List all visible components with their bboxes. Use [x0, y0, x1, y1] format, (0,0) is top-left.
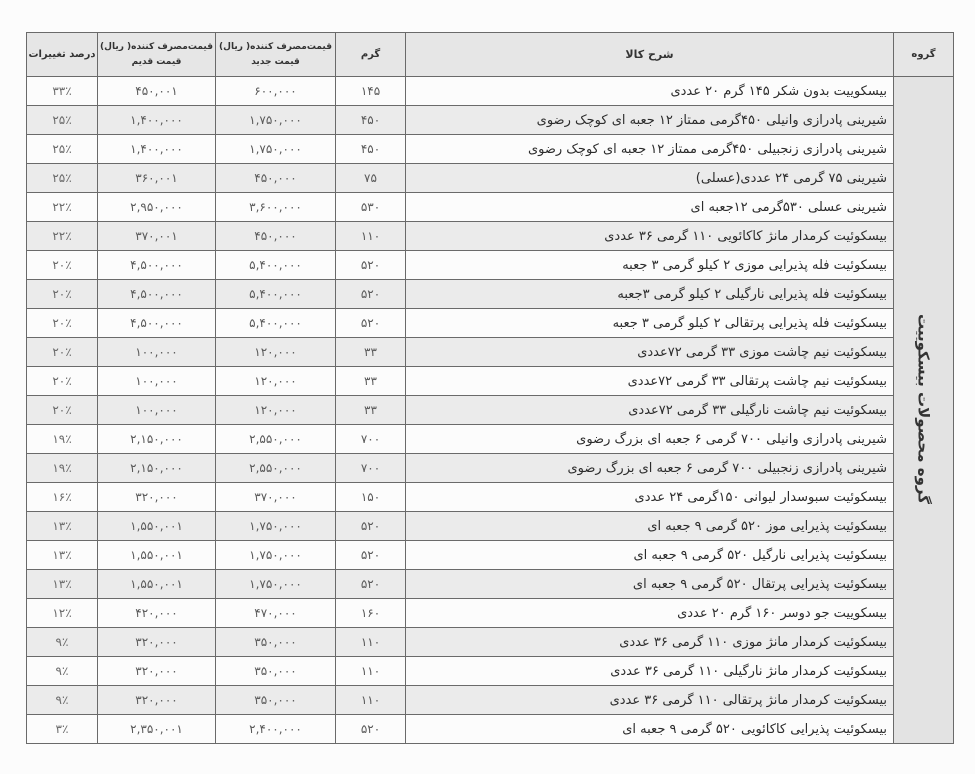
cell-old-price: ۳۲۰,۰۰۰: [98, 483, 216, 512]
header-new-price-line1: قیمت‌مصرف کننده( ریال): [219, 41, 332, 52]
cell-percent-change: ۱۲٪: [27, 599, 98, 628]
cell-percent-change: ۲۵٪: [27, 106, 98, 135]
cell-description: بیسکوئیت نیم چاشت پرتقالی ۳۳ گرمی ۷۲عددی: [406, 367, 894, 396]
cell-percent-change: ۱۹٪: [27, 425, 98, 454]
cell-gram: ۱۱۰: [336, 628, 406, 657]
table-row: [27, 541, 954, 570]
cell-percent-change: ۹٪: [27, 628, 98, 657]
cell-percent-change: ۲۰٪: [27, 251, 98, 280]
cell-new-price: ۶۰۰,۰۰۰: [216, 77, 336, 106]
cell-old-price: ۴,۵۰۰,۰۰۰: [98, 280, 216, 309]
cell-new-price: ۱۲۰,۰۰۰: [216, 367, 336, 396]
cell-new-price: ۳۵۰,۰۰۰: [216, 628, 336, 657]
header-old-price-line1: قیمت‌مصرف کننده( ریال): [100, 41, 213, 52]
cell-gram: ۳۳: [336, 338, 406, 367]
cell-gram: ۴۵۰: [336, 106, 406, 135]
cell-old-price: ۲,۱۵۰,۰۰۰: [98, 454, 216, 483]
cell-description: بیسکوئیت نیم چاشت موزی ۳۳ گرمی ۷۲عددی: [406, 338, 894, 367]
cell-new-price: ۳۵۰,۰۰۰: [216, 657, 336, 686]
cell-percent-change: ۲۲٪: [27, 193, 98, 222]
cell-description: بیسکوئیت نیم چاشت نارگیلی ۳۳ گرمی ۷۲عددی: [406, 396, 894, 425]
cell-new-price: ۱۲۰,۰۰۰: [216, 338, 336, 367]
cell-gram: ۵۲۰: [336, 570, 406, 599]
header-group: گروه: [894, 33, 954, 77]
cell-description: بیسکوئیت فله پذیرایی نارگیلی ۲ کیلو گرمی ۳جعبه: [406, 280, 894, 309]
cell-description: شیرینی پادرازی زنجبیلی ۷۰۰ گرمی ۶ جعبه ای بزرگ رضوی: [406, 454, 894, 483]
cell-percent-change: ۱۶٪: [27, 483, 98, 512]
cell-gram: ۳۳: [336, 367, 406, 396]
cell-gram: ۵۲۰: [336, 280, 406, 309]
cell-percent-change: ۲۰٪: [27, 280, 98, 309]
cell-gram: ۴۵۰: [336, 135, 406, 164]
table-row: [27, 599, 954, 628]
cell-gram: ۱۴۵: [336, 77, 406, 106]
table-row: [27, 686, 954, 715]
table-row: [27, 135, 954, 164]
cell-description: بیسکوئیت کرمدار مانژ پرتقالی ۱۱۰ گرمی ۳۶ عددی: [406, 686, 894, 715]
cell-old-price: ۴۵۰,۰۰۱: [98, 77, 216, 106]
cell-new-price: ۵,۴۰۰,۰۰۰: [216, 309, 336, 338]
cell-old-price: ۱,۴۰۰,۰۰۰: [98, 135, 216, 164]
cell-percent-change: ۲۰٪: [27, 338, 98, 367]
cell-old-price: ۱۰۰,۰۰۰: [98, 367, 216, 396]
cell-old-price: ۱,۵۵۰,۰۰۱: [98, 541, 216, 570]
cell-percent-change: ۲۵٪: [27, 164, 98, 193]
cell-description: شیرینی ۷۵ گرمی ۲۴ عددی(عسلی): [406, 164, 894, 193]
cell-new-price: ۱,۷۵۰,۰۰۰: [216, 541, 336, 570]
cell-description: بیسکوئیت پذیرایی موز ۵۲۰ گرمی ۹ جعبه ای: [406, 512, 894, 541]
header-old-price: [98, 33, 216, 77]
cell-description: شیرینی پادرازی وانیلی ۷۰۰ گرمی ۶ جعبه ای بزرگ رضوی: [406, 425, 894, 454]
cell-description: بیسکوئیت پذیرایی کاکائویی ۵۲۰ گرمی ۹ جعبه ای: [406, 715, 894, 744]
table-row: [27, 628, 954, 657]
cell-description: بیسکوئیت کرمدار مانژ نارگیلی ۱۱۰ گرمی ۳۶ عددی: [406, 657, 894, 686]
header-description: شرح کالا: [406, 33, 894, 77]
cell-old-price: ۲,۱۵۰,۰۰۰: [98, 425, 216, 454]
table-body: [27, 77, 954, 744]
cell-percent-change: ۱۳٪: [27, 541, 98, 570]
cell-percent-change: ۲۲٪: [27, 222, 98, 251]
header-gram: گرم: [336, 33, 406, 77]
cell-percent-change: ۲۰٪: [27, 367, 98, 396]
cell-old-price: ۱,۴۰۰,۰۰۰: [98, 106, 216, 135]
cell-gram: ۵۲۰: [336, 715, 406, 744]
cell-old-price: ۲,۹۵۰,۰۰۰: [98, 193, 216, 222]
cell-old-price: ۴,۵۰۰,۰۰۰: [98, 251, 216, 280]
cell-new-price: ۱,۷۵۰,۰۰۰: [216, 512, 336, 541]
table-row: [27, 657, 954, 686]
cell-gram: ۵۲۰: [336, 512, 406, 541]
cell-percent-change: ۱۳٪: [27, 512, 98, 541]
cell-description: بیسکوئیت پذیرایی نارگیل ۵۲۰ گرمی ۹ جعبه ای: [406, 541, 894, 570]
cell-new-price: ۳,۶۰۰,۰۰۰: [216, 193, 336, 222]
cell-percent-change: ۱۳٪: [27, 570, 98, 599]
table-row: [27, 425, 954, 454]
cell-gram: ۷۰۰: [336, 454, 406, 483]
cell-description: بیسکوئیت کرمدار مانژ موزی ۱۱۰ گرمی ۳۶ عددی: [406, 628, 894, 657]
cell-gram: ۷۰۰: [336, 425, 406, 454]
cell-description: شیرینی پادرازی وانیلی ۴۵۰گرمی ممتاز ۱۲ جعبه ای کوچک رضوی: [406, 106, 894, 135]
cell-description: بیسکوئیت سبوسدار لیوانی ۱۵۰گرمی ۲۴ عددی: [406, 483, 894, 512]
table-row: [27, 77, 954, 106]
cell-new-price: ۵,۴۰۰,۰۰۰: [216, 280, 336, 309]
cell-old-price: ۴,۵۰۰,۰۰۰: [98, 309, 216, 338]
cell-gram: ۵۳۰: [336, 193, 406, 222]
cell-old-price: ۲,۳۵۰,۰۰۱: [98, 715, 216, 744]
cell-new-price: ۱,۷۵۰,۰۰۰: [216, 135, 336, 164]
cell-old-price: ۳۷۰,۰۰۱: [98, 222, 216, 251]
group-label: گروه محصولات بیسکوییت: [914, 313, 933, 504]
cell-new-price: ۴۵۰,۰۰۰: [216, 164, 336, 193]
cell-percent-change: ۲۵٪: [27, 135, 98, 164]
header-new-price: [216, 33, 336, 77]
cell-new-price: ۱۲۰,۰۰۰: [216, 396, 336, 425]
table-row: [27, 280, 954, 309]
cell-gram: ۷۵: [336, 164, 406, 193]
table-row: [27, 309, 954, 338]
table-header-row: [27, 33, 954, 77]
table-row: [27, 106, 954, 135]
cell-percent-change: ۳٪: [27, 715, 98, 744]
cell-old-price: ۱۰۰,۰۰۰: [98, 396, 216, 425]
cell-gram: ۱۱۰: [336, 657, 406, 686]
cell-old-price: ۳۶۰,۰۰۱: [98, 164, 216, 193]
cell-new-price: ۵,۴۰۰,۰۰۰: [216, 251, 336, 280]
cell-old-price: ۱۰۰,۰۰۰: [98, 338, 216, 367]
cell-old-price: ۱,۵۵۰,۰۰۱: [98, 570, 216, 599]
cell-new-price: ۲,۵۵۰,۰۰۰: [216, 454, 336, 483]
cell-description: شیرینی پادرازی زنجبیلی ۴۵۰گرمی ممتاز ۱۲ جعبه ای کوچک رضوی: [406, 135, 894, 164]
table-row: [27, 570, 954, 599]
cell-new-price: ۳۵۰,۰۰۰: [216, 686, 336, 715]
cell-gram: ۵۲۰: [336, 251, 406, 280]
cell-gram: ۵۲۰: [336, 541, 406, 570]
table-row: [27, 164, 954, 193]
cell-description: بیسکوئیت پذیرایی پرتقال ۵۲۰ گرمی ۹ جعبه ای: [406, 570, 894, 599]
table-row: [27, 338, 954, 367]
cell-old-price: ۳۲۰,۰۰۰: [98, 686, 216, 715]
table-row: [27, 512, 954, 541]
cell-gram: ۳۳: [336, 396, 406, 425]
header-new-price-line2: قیمت جدید: [251, 56, 300, 67]
cell-description: بیسکوئیت کرمدار مانژ کاکائویی ۱۱۰ گرمی ۳۶ عددی: [406, 222, 894, 251]
table-row: [27, 222, 954, 251]
cell-new-price: ۲,۵۵۰,۰۰۰: [216, 425, 336, 454]
cell-percent-change: ۹٪: [27, 686, 98, 715]
price-table: [26, 32, 954, 744]
cell-gram: ۱۱۰: [336, 686, 406, 715]
cell-new-price: ۴۵۰,۰۰۰: [216, 222, 336, 251]
cell-percent-change: ۱۹٪: [27, 454, 98, 483]
header-percent-change: درصد تغییرات: [27, 33, 98, 77]
cell-gram: ۵۲۰: [336, 309, 406, 338]
cell-new-price: ۱,۷۵۰,۰۰۰: [216, 106, 336, 135]
cell-description: بیسکوئیت فله پذیرایی پرتقالی ۲ کیلو گرمی ۳ جعبه: [406, 309, 894, 338]
cell-old-price: ۴۲۰,۰۰۰: [98, 599, 216, 628]
cell-percent-change: ۹٪: [27, 657, 98, 686]
table-row: [27, 715, 954, 744]
table-row: [27, 367, 954, 396]
cell-old-price: ۱,۵۵۰,۰۰۱: [98, 512, 216, 541]
table-row: [27, 454, 954, 483]
table-row: [27, 193, 954, 222]
cell-new-price: ۲,۴۰۰,۰۰۰: [216, 715, 336, 744]
cell-old-price: ۳۲۰,۰۰۰: [98, 657, 216, 686]
cell-description: بیسکوئیت فله پذیرایی موزی ۲ کیلو گرمی ۳ جعبه: [406, 251, 894, 280]
cell-description: بیسکوییت بدون شکر ۱۴۵ گرم ۲۰ عددی: [406, 77, 894, 106]
header-old-price-line2: قیمت قدیم: [131, 56, 182, 67]
cell-gram: ۱۵۰: [336, 483, 406, 512]
cell-percent-change: ۳۳٪: [27, 77, 98, 106]
cell-description: بیسکوییت جو دوسر ۱۶۰ گرم ۲۰ عددی: [406, 599, 894, 628]
cell-new-price: ۴۷۰,۰۰۰: [216, 599, 336, 628]
cell-percent-change: ۲۰٪: [27, 396, 98, 425]
cell-gram: ۱۱۰: [336, 222, 406, 251]
table-row: [27, 251, 954, 280]
cell-gram: ۱۶۰: [336, 599, 406, 628]
cell-new-price: ۳۷۰,۰۰۰: [216, 483, 336, 512]
table-row: [27, 483, 954, 512]
cell-old-price: ۳۲۰,۰۰۰: [98, 628, 216, 657]
cell-description: شیرینی عسلی ۵۳۰گرمی ۱۲جعبه ای: [406, 193, 894, 222]
cell-new-price: ۱,۷۵۰,۰۰۰: [216, 570, 336, 599]
group-cell: [894, 77, 954, 744]
cell-percent-change: ۲۰٪: [27, 309, 98, 338]
table-row: [27, 396, 954, 425]
